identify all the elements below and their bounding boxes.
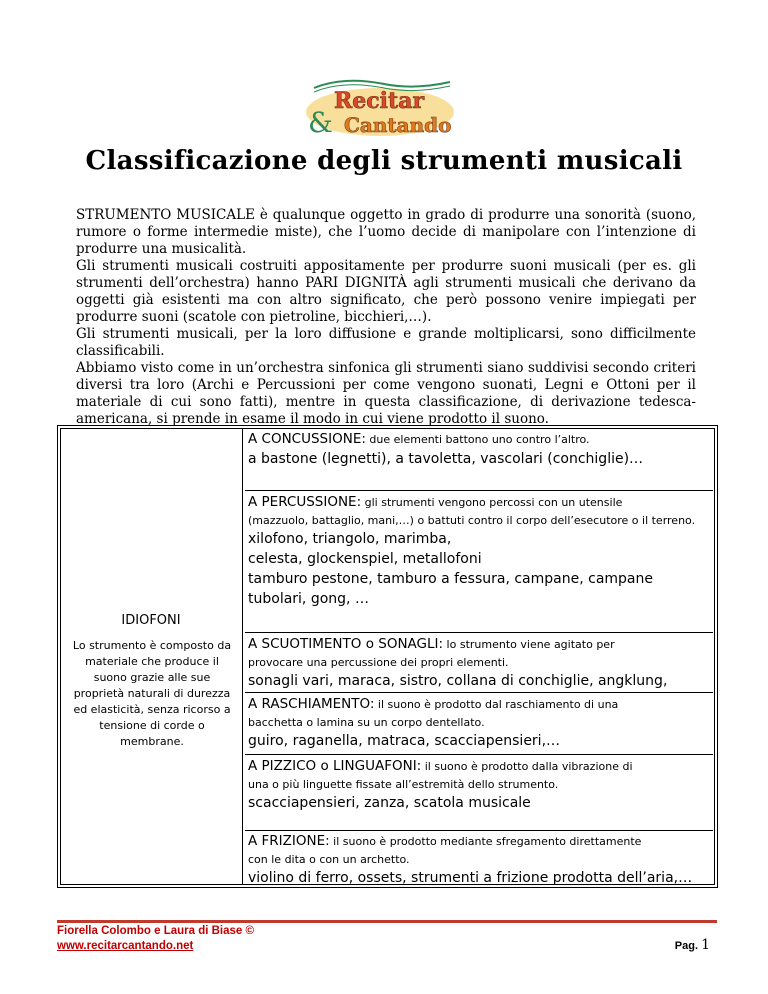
category-cell [60,428,243,885]
category-description: Lo strumento è composto da materiale che produce il suono grazie alle sue proprietà naturali di durezza ed elasticità, senza ricorso a tensione di corde o membrane. [72,639,232,748]
row-examples: scacciapensieri, zanza, scatola musicale [248,795,531,811]
svg-text:Cantando: Cantando [344,113,452,137]
footer-authors: Fiorella Colombo e Laura di Biase © [57,925,254,937]
row-heading: A CONCUSSIONE: [248,431,366,447]
classification-table [57,425,718,888]
footer-rule [57,920,717,923]
row-frizione [245,832,713,888]
row-examples: a bastone (legnetti), a tavoletta, vascolari (conchiglie)… [248,451,644,467]
logo [300,78,468,142]
page-number-value: 1 [701,937,710,953]
page-number [675,937,710,953]
row-definition: il suono è prodotto dalla vibrazione di [421,760,633,773]
row-definition: gli strumenti vengono percossi con un utensile [361,496,623,509]
row-divider [245,754,713,755]
logo-graphic [300,78,468,142]
row-heading: A RASCHIAMENTO: [248,696,375,712]
intro-paragraph: Gli strumenti musicali, per la loro diffusione e grande moltiplicarsi, sono difficilmente classificabili. [76,326,696,359]
row-definition-cont: bacchetta o lamina su un corpo dentellato. [248,716,485,729]
row-raschiamento [245,695,713,751]
row-pizzico [245,757,713,813]
row-definition-cont: una o più linguette fissate all’estremità dello strumento. [248,778,559,791]
intro-paragraph: STRUMENTO MUSICALE è qualunque oggetto in grado di produrre una sonorità (suono, rumore o forme intermedie miste), che l’uomo decide di manipolare con l’intenzione di produrre una musicalità. [76,207,696,257]
row-definition-cont: con le dita o con un archetto. [248,853,410,866]
row-definition-cont: (mazzuolo, battaglio, mani,…) o battuti contro il corpo dell’esecutore o il terreno. [248,514,696,527]
row-definition: il suono è prodotto dal raschiamento di una [374,698,619,711]
row-heading: A PIZZICO o LINGUAFONI: [248,758,422,774]
row-definition-cont: provocare una percussione dei propri elementi. [248,656,509,669]
footer-link[interactable]: www.recitarcantando.net [57,940,194,952]
row-percussione [245,493,713,609]
svg-text:&: & [308,106,333,139]
row-examples: celesta, glockenspiel, metallofoni [248,551,482,567]
category-name: IDIOFONI [121,613,181,628]
row-divider [245,692,713,693]
row-definition: il suono è prodotto mediante sfregamento direttamente [329,835,642,848]
row-heading: A PERCUSSIONE: [248,494,362,510]
row-heading: A FRIZIONE: [248,833,330,849]
intro-paragraph: Gli strumenti musicali costruiti appositamente per produrre suoni musicali (per es. gli strumenti dell’orchestra) hanno PARI DIGNITÀ agli strumenti musicali che derivano da oggetti già esistenti ma con altro significato, che però possono venire impiegati per produrre suoni (scatole con pietroline, bicchieri,…). [76,258,696,325]
row-examples: sonagli vari, maraca, sistro, collana di conchiglie, angklung, [248,673,668,689]
svg-text:Recitar: Recitar [334,88,425,114]
row-examples: tubolari, gong, … [248,591,369,607]
page-title: Classificazione degli strumenti musicali [85,146,683,176]
row-divider [245,490,713,491]
row-definition: lo strumento viene agitato per [443,638,615,651]
intro-paragraph: Abbiamo visto come in un’orchestra sinfonica gli strumenti siano suddivisi secondo criteri diversi tra loro (Archi e Percussioni per come vengono suonati, Legni e Ottoni per il materiale di cui sono fatti), mentre in questa classificazione, di derivazione tedesca-americana, si prende in esame il modo in cui viene prodotto il suono. [76,360,696,427]
row-definition: due elementi battono uno contro l’altro. [365,433,590,446]
row-examples: violino di ferro, ossets, strumenti a frizione prodotta dell’aria,… [248,870,693,886]
row-divider [245,632,713,633]
intro-text [76,207,696,428]
footer-credits [57,924,254,954]
row-examples: xilofono, triangolo, marimba, [248,531,452,547]
row-scuotimento [245,635,713,691]
row-heading: A SCUOTIMENTO o SONAGLI: [248,636,444,652]
page-label: Pag. [674,940,699,952]
row-examples: tamburo pestone, tamburo a fessura, campane, campane [248,571,653,587]
row-concussione [245,430,713,469]
row-divider [245,830,713,831]
row-examples: guiro, raganella, matraca, scacciapensieri,… [248,733,561,749]
